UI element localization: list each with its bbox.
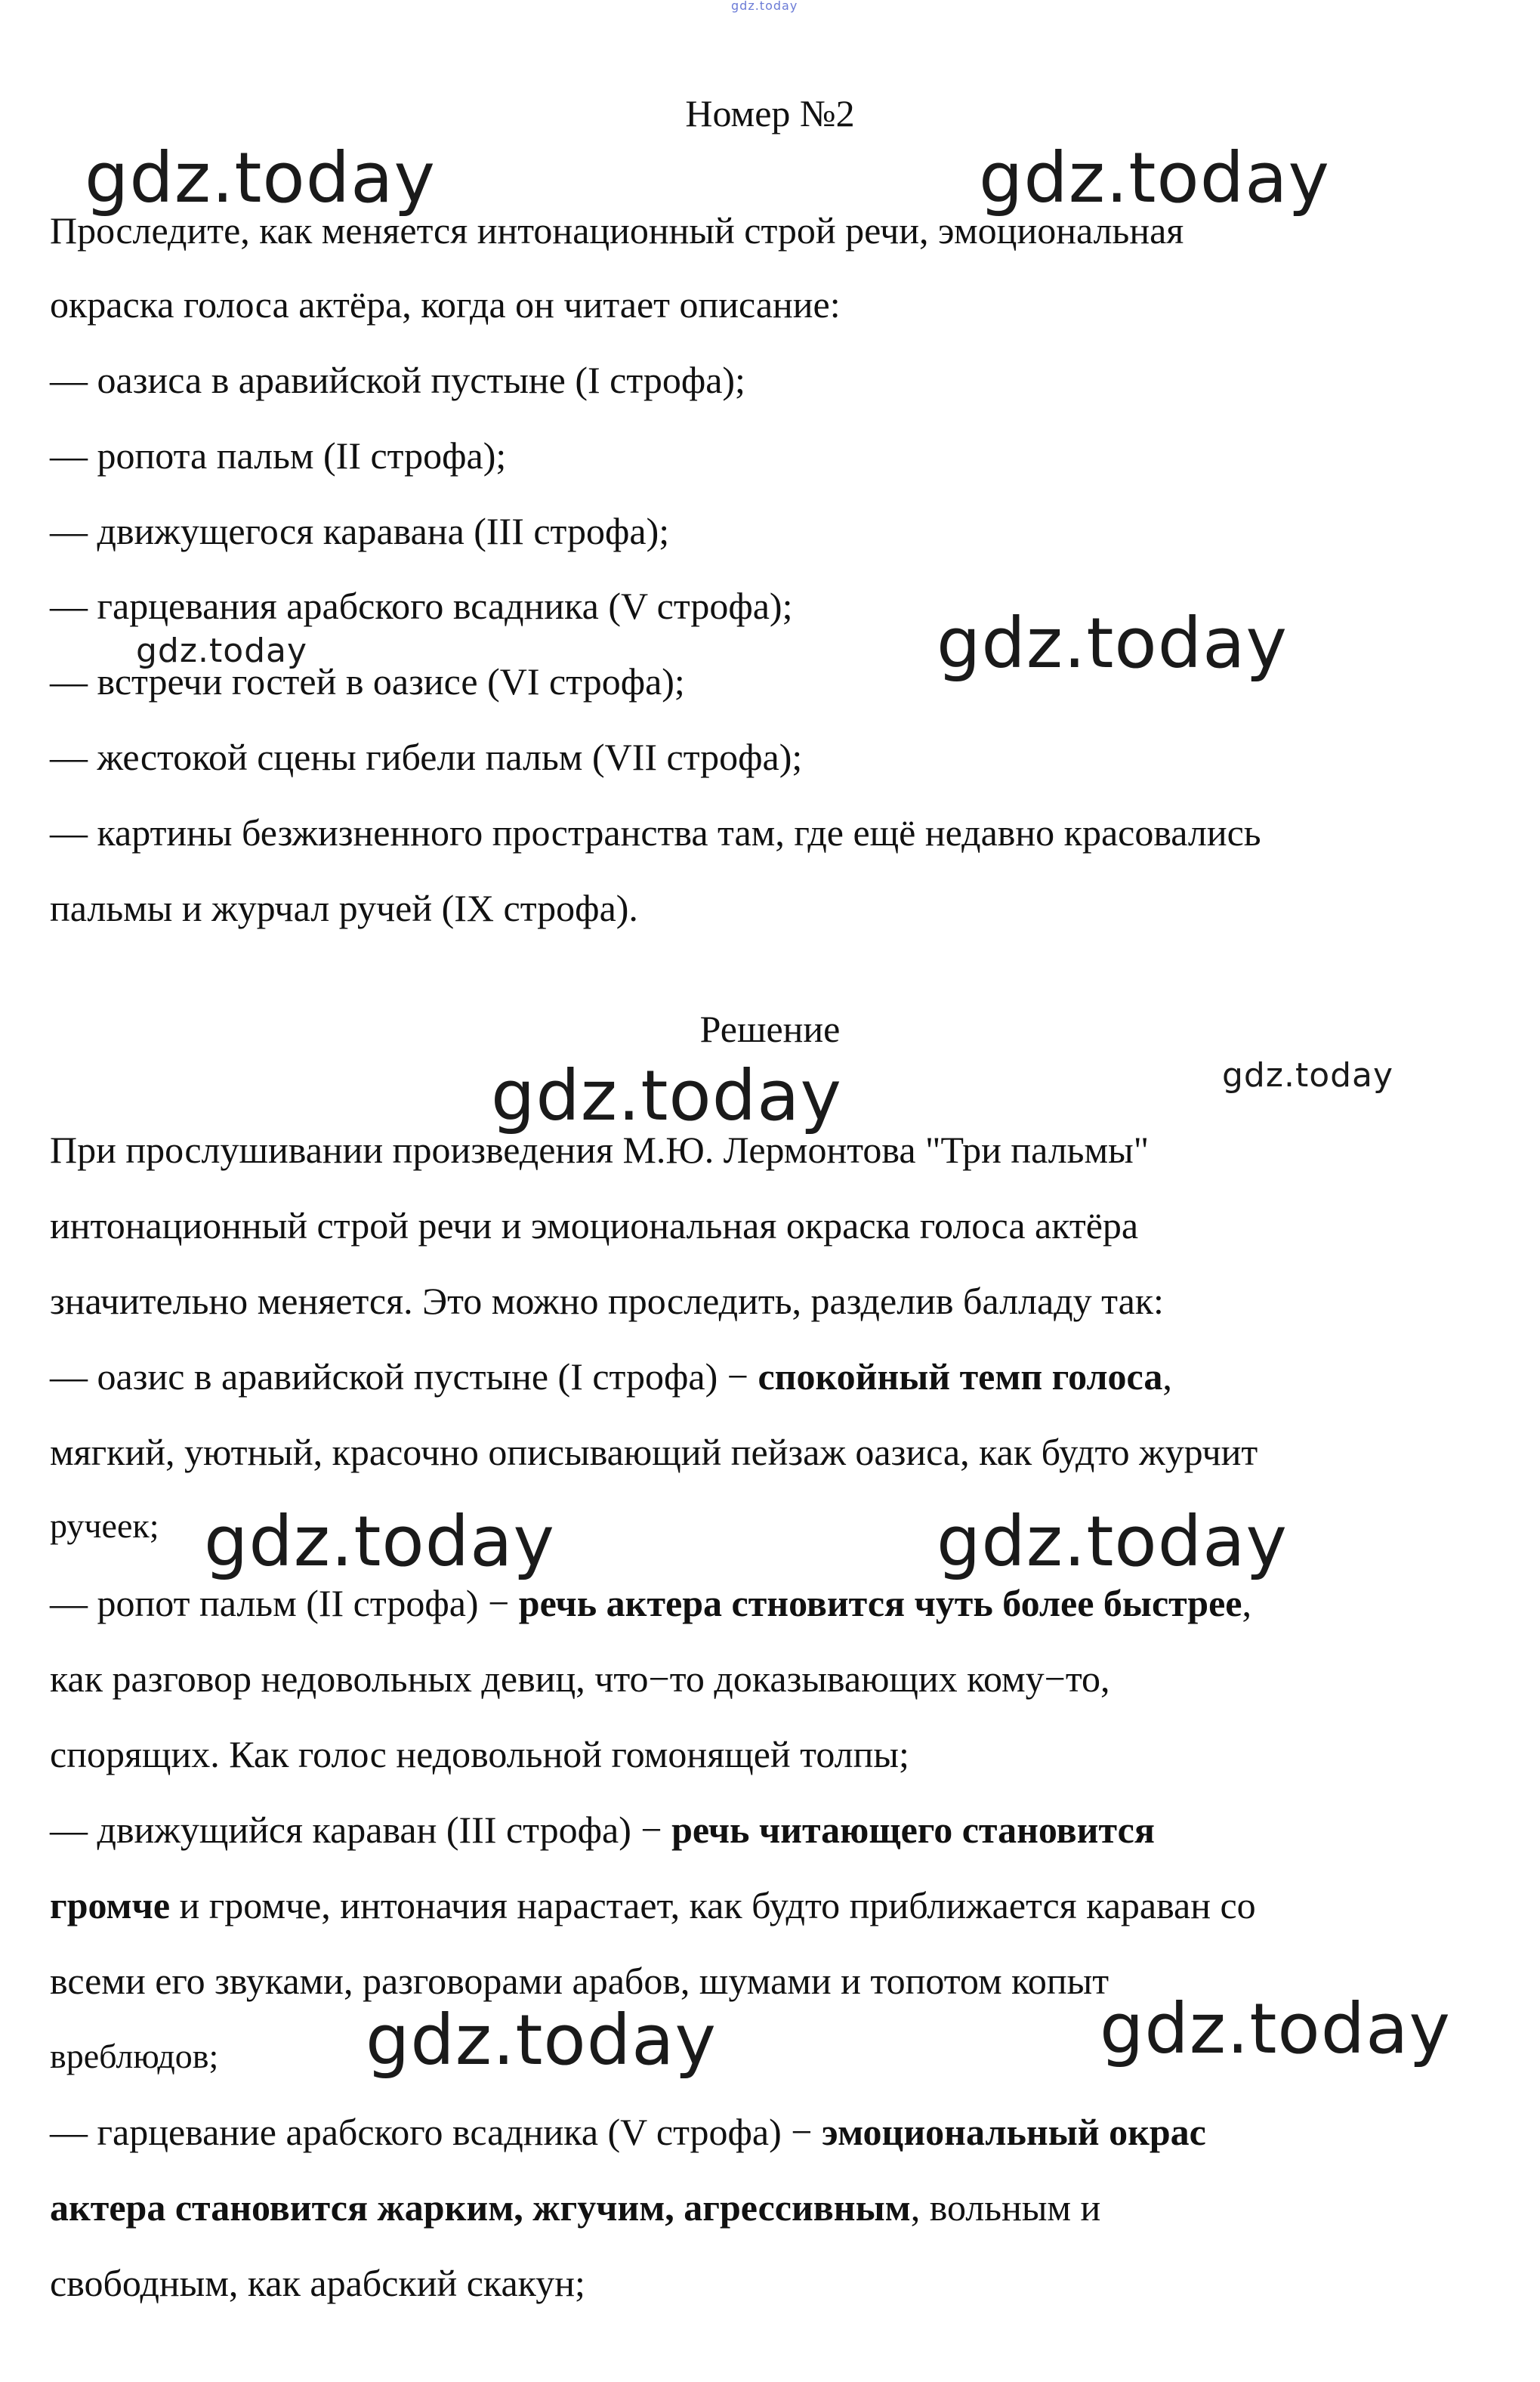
bold-phrase: эмоциональный окрас	[821, 2111, 1206, 2153]
watermark: gdz.today	[937, 603, 1288, 684]
bold-phrase: актера становится жарким, жгучим, агрессивным	[50, 2186, 911, 2229]
line-text: — движущийся караван (III строфа) −	[50, 1809, 672, 1851]
solution-line	[50, 2185, 1100, 2230]
watermark: gdz.today	[366, 2000, 717, 2081]
bold-phrase: речь читающего становится	[671, 1809, 1155, 1851]
solution-line: При прослушивании произведения М.Ю. Лермонтова "Три пальмы"	[50, 1129, 1150, 1171]
bold-phrase: речь актера стновится чуть более быстрее	[518, 1582, 1242, 1624]
task-line: — ропота пальм (II строфа);	[50, 434, 507, 477]
solution-line: как разговор недовольных девиц, что−то доказывающих кому−то,	[50, 1658, 1110, 1700]
solution-line	[50, 1580, 1251, 1626]
solution-line: ручеек;	[50, 1506, 159, 1545]
solution-line	[50, 1883, 1256, 1928]
watermark: gdz.today	[85, 137, 436, 218]
solution-title: Решение	[699, 1008, 841, 1050]
line-text: — оазис в аравийской пустыне (I строфа) −	[50, 1355, 758, 1398]
solution-line: интонационный строй речи и эмоциональная окраска голоса актёра	[50, 1204, 1139, 1247]
task-line: — картины безжизненного пространства там, где ещё недавно красовались	[50, 811, 1261, 854]
watermark: gdz.today	[937, 1501, 1288, 1582]
solution-line	[50, 1354, 1172, 1399]
solution-line: вреблюдов;	[50, 2037, 219, 2075]
solution-line: спорящих. Как голос недовольной гомонящей толпы;	[50, 1733, 909, 1775]
watermark-tiny: gdz.today	[731, 0, 798, 13]
line-text: , вольным и	[910, 2186, 1101, 2229]
task-line: — оазиса в аравийской пустыне (I строфа);	[50, 359, 745, 401]
watermark: gdz.today	[136, 632, 308, 670]
line-text: ,	[1162, 1355, 1172, 1398]
bold-phrase: громче	[50, 1884, 171, 1926]
solution-line	[50, 1807, 1155, 1852]
task-line: окраска голоса актёра, когда он читает описание:	[50, 283, 841, 326]
line-text: — ропот пальм (II строфа) −	[50, 1582, 519, 1624]
watermark: gdz.today	[1100, 1988, 1451, 2069]
watermark: gdz.today	[979, 137, 1330, 218]
solution-line: свободным, как арабский скакун;	[50, 2262, 585, 2304]
line-text: и громче, интоначия нарастает, как будто приближается караван со	[170, 1884, 1256, 1926]
task-line: — встречи гостей в оазисе (VI строфа);	[50, 660, 685, 703]
task-line: — гарцевания арабского всадника (V строфа);	[50, 585, 793, 627]
solution-line	[50, 2109, 1206, 2155]
watermark: gdz.today	[1222, 1056, 1394, 1095]
watermark: gdz.today	[204, 1501, 555, 1582]
solution-line: значительно меняется. Это можно проследить, разделив балладу так:	[50, 1280, 1164, 1322]
task-line: Проследите, как меняется интонационный строй речи, эмоциональная	[50, 209, 1184, 252]
solution-line: мягкий, уютный, красочно описывающий пейзаж оазиса, как будто журчит	[50, 1431, 1258, 1473]
task-line: пальмы и журчал ручей (IX строфа).	[50, 887, 638, 929]
solution-line: всеми его звуками, разговорами арабов, шумами и топотом копыт	[50, 1960, 1109, 2002]
bold-phrase: спокойный темп голоса	[758, 1355, 1163, 1398]
line-text: — гарцевание арабского всадника (V строфа) −	[50, 2111, 822, 2153]
watermark: gdz.today	[491, 1055, 842, 1136]
line-text: ,	[1242, 1582, 1251, 1624]
task-line: — движущегося каравана (III строфа);	[50, 510, 670, 552]
task-line: — жестокой сцены гибели пальм (VII строфа);	[50, 736, 803, 778]
task-title: Номер №2	[685, 92, 855, 134]
